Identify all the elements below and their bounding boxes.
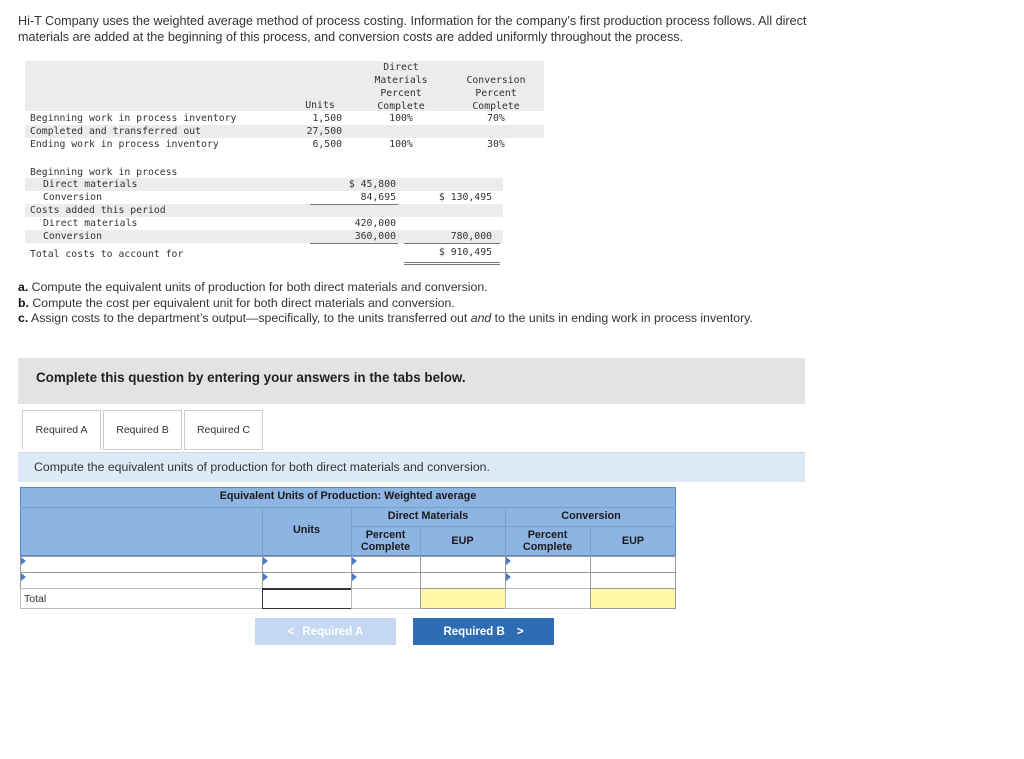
row1-dm-percent-input[interactable] xyxy=(351,556,421,573)
bwip-underline xyxy=(310,204,398,205)
row2-dm-percent-input[interactable] xyxy=(351,572,421,589)
bwip-total-value: $ 130,495 xyxy=(438,192,492,203)
added-dm-value: 420,000 xyxy=(354,218,396,229)
answer-table-title: Equivalent Units of Production: Weighted average xyxy=(219,490,477,502)
tab-instruction: Compute the equivalent units of production for both direct materials and conversion. xyxy=(18,452,805,482)
row-bwip-dm: 100% xyxy=(389,113,413,124)
col-header-conv-eup: EUP xyxy=(621,535,645,547)
row-transferred-units: 27,500 xyxy=(306,126,342,137)
total-dm-percent-cell xyxy=(351,588,421,609)
title-divider xyxy=(20,507,676,508)
tab-required-b[interactable]: Required B xyxy=(103,410,182,450)
dm-percent-header: Direct Materials Percent Complete xyxy=(374,62,428,112)
instruction-panel-text: Complete this question by entering your answers in the tabs below. xyxy=(36,370,466,385)
row2-dm-marker-icon xyxy=(352,573,357,581)
added-total-value: 780,000 xyxy=(450,231,492,242)
total-row-label-cell xyxy=(20,588,263,609)
total-dm-eup-cell xyxy=(420,588,506,609)
row2-label-marker-icon xyxy=(21,573,26,581)
conversion-group-header: Conversion xyxy=(561,510,621,522)
row-bwip-units: 1,500 xyxy=(312,113,342,124)
bwip-conv-label: Conversion xyxy=(43,192,102,203)
row-ewip-conv: 30% xyxy=(487,139,505,150)
row2-units-input[interactable] xyxy=(262,572,352,589)
total-conv-eup-cell xyxy=(590,588,676,609)
added-conv-label: Conversion xyxy=(43,231,102,242)
total-costs-label: Total costs to account for xyxy=(30,249,184,260)
col-header-dm-eup: EUP xyxy=(451,535,474,547)
added-dm-label: Direct materials xyxy=(43,218,138,229)
row1-label-input[interactable] xyxy=(20,556,263,573)
next-required-b-button[interactable]: Required B > xyxy=(413,618,554,645)
total-row-label: Total xyxy=(24,593,47,605)
row2-conv-percent-input[interactable] xyxy=(505,572,591,589)
row2-conv-marker-icon xyxy=(506,573,511,581)
row2-conv-eup-cell xyxy=(590,572,676,589)
added-total-underline xyxy=(404,243,500,244)
units-header: Units xyxy=(305,100,335,111)
added-underline xyxy=(310,243,398,244)
row1-conv-marker-icon xyxy=(506,557,511,565)
tab-required-c[interactable]: Required C xyxy=(184,410,263,450)
row2-units-marker-icon xyxy=(263,573,268,581)
row1-units-input[interactable] xyxy=(262,556,352,573)
row1-dm-marker-icon xyxy=(352,557,357,565)
col-header-dm-percent: Percent Complete xyxy=(360,529,411,553)
row-bwip-conv: 70% xyxy=(487,113,505,124)
question-c: c. Assign costs to the department’s output—specifically, to the units transferred out and to the units in ending work in process inventory. xyxy=(18,311,753,325)
row2-dm-eup-cell xyxy=(420,572,506,589)
conversion-percent-header: Conversion Percent Complete xyxy=(466,75,526,112)
added-conv-value: 360,000 xyxy=(354,231,396,242)
row2-label-input[interactable] xyxy=(20,572,263,589)
row-ewip-dm: 100% xyxy=(389,139,413,150)
question-list xyxy=(18,280,798,327)
row1-dm-eup-cell xyxy=(420,556,506,573)
added-label: Costs added this period xyxy=(30,205,166,216)
row1-conv-percent-input[interactable] xyxy=(505,556,591,573)
dm-group-header: Direct Materials xyxy=(387,510,469,522)
row1-conv-eup-cell xyxy=(590,556,676,573)
bwip-dm-value: $ 45,800 xyxy=(348,179,396,190)
bwip-label: Beginning work in process xyxy=(30,167,178,178)
row-bwip-label: Beginning work in process inventory xyxy=(30,113,237,124)
chevron-right-icon: > xyxy=(516,625,524,638)
col-header-conv-percent: Percent Complete xyxy=(522,529,573,553)
tab-required-a[interactable]: Required A xyxy=(22,410,101,450)
bwip-dm-label: Direct materials xyxy=(43,179,138,190)
total-costs-value: $ 910,495 xyxy=(438,247,492,258)
total-units-cell xyxy=(262,588,352,609)
question-a: a. Compute the equivalent units of production for both direct materials and conversion. xyxy=(18,280,488,294)
bwip-conv-value: 84,695 xyxy=(360,192,396,203)
total-double-underline xyxy=(404,262,500,265)
col-header-units: Units xyxy=(293,524,320,536)
chevron-left-icon: < xyxy=(287,625,295,638)
total-conv-percent-cell xyxy=(505,588,591,609)
prev-required-a-button[interactable]: < Required A xyxy=(255,618,396,645)
row1-label-marker-icon xyxy=(21,557,26,565)
problem-intro: Hi-T Company uses the weighted average method of process costing. Information for the company’s first production process follows. All direct materials are added at the beginning of this process, and conversion costs are added uniformly throughout the process. xyxy=(18,14,807,44)
question-b: b. Compute the cost per equivalent unit for both direct materials and conversion. xyxy=(18,295,455,310)
row-ewip-label: Ending work in process inventory xyxy=(30,139,219,150)
row1-units-marker-icon xyxy=(263,557,268,565)
row-ewip-units: 6,500 xyxy=(312,139,342,150)
group-divider xyxy=(351,526,676,527)
row-transferred-label: Completed and transferred out xyxy=(30,126,202,137)
